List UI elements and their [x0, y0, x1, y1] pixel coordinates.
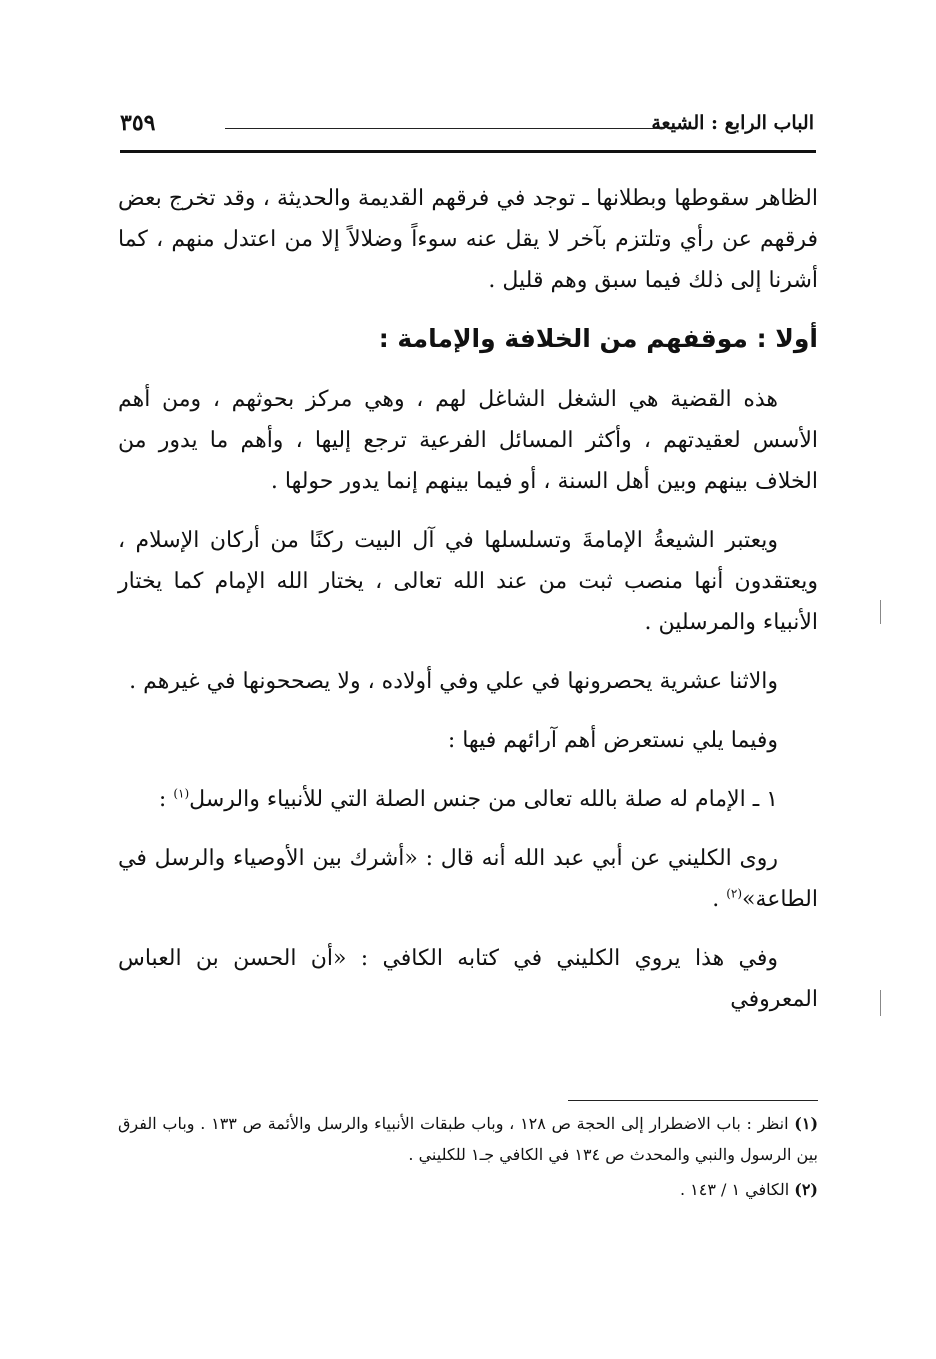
- margin-mark: [880, 990, 881, 1016]
- running-header: [120, 108, 814, 148]
- paragraph: الظاهر سقوطها وبطلانها ـ توجد في فرقهم القديمة والحديثة ، وقد تخرج بعض فرقهم عن رأي وتلتزم بآخر لا يقل عنه سوءاً وضلالاً إلا من اعتدل منهم ، كما أشرنا إلى ذلك فيما سبق وهم قليل .: [118, 186, 818, 293]
- paragraph: ويعتبر الشيعةُ الإمامةَ وتسلسلها في آل البيت ركنًا من أركان الإسلام ، ويعتقدون أنها منصب ثبت من عند الله تعالى ، يختار الله الإمام كما يختار الأنبياء والمرسلين .: [118, 528, 818, 635]
- numbered-point: [118, 779, 818, 820]
- footnote-number: (٢): [794, 1180, 818, 1199]
- point-text: ١ ـ الإمام له صلة بالله تعالى من جنس الصلة التي للأنبياء والرسل: [189, 787, 778, 812]
- footnote-text: الكافي ١ / ١٤٣ .: [679, 1180, 795, 1199]
- section-heading: أولا : موقفهم من الخلافة والإمامة :: [378, 324, 818, 353]
- paragraph: [118, 720, 818, 761]
- paragraph: [118, 838, 818, 920]
- header-dash-line: [225, 128, 664, 129]
- page-number: ٣٥٩: [120, 110, 156, 136]
- footnote-rule: [568, 1100, 818, 1101]
- footnote-number: (١): [794, 1114, 819, 1133]
- quote-punct: .: [712, 887, 727, 912]
- paragraph: هذه القضية هي الشغل الشاغل لهم ، وهي مركز بحوثهم ، ومن أهم الأسس لعقيدتهم ، وأكثر المسائل الفرعية ترجع إليها ، وأهم ما يدور من الخلاف بينهم وبين أهل السنة ، أو فيما بينهم إنما يدور حولها .: [118, 387, 818, 494]
- header-rule: [120, 150, 816, 153]
- paragraph-text: وفيما يلي نستعرض أهم آرائهم فيها :: [447, 728, 778, 753]
- margin-mark: [880, 600, 881, 624]
- footnote-ref[interactable]: (٢): [726, 886, 743, 901]
- footnotes: [118, 1108, 818, 1209]
- footnote-ref[interactable]: (١): [173, 786, 190, 801]
- paragraph: والاثنا عشرية يحصرونها في علي وفي أولاده ، ولا يصححونها في غيرهم .: [129, 669, 778, 694]
- footnote-text: انظر : باب الاضطرار إلى الحجة ص ١٢٨ ، وباب طبقات الأنبياء والرسل والأئمة ص ١٣٣ . وباب الفرق بين الرسول والنبي والمحدث ص ١٣٤ في الكافي جـ١ للكليني .: [118, 1114, 818, 1164]
- chapter-title: الباب الرابع : الشيعة: [651, 112, 814, 134]
- quote-text: روى الكليني عن أبي عبد الله أنه قال : «أشرك بين الأوصياء والرسل في الطاعة»: [118, 846, 818, 912]
- footnote-2: [118, 1174, 818, 1205]
- paragraph: وفي هذا يروي الكليني في كتابه الكافي : «أن الحسن بن العباس المعروفي: [118, 946, 818, 1012]
- footnote-1: [118, 1108, 818, 1170]
- main-text: [118, 178, 818, 1038]
- point-punct: :: [158, 787, 174, 812]
